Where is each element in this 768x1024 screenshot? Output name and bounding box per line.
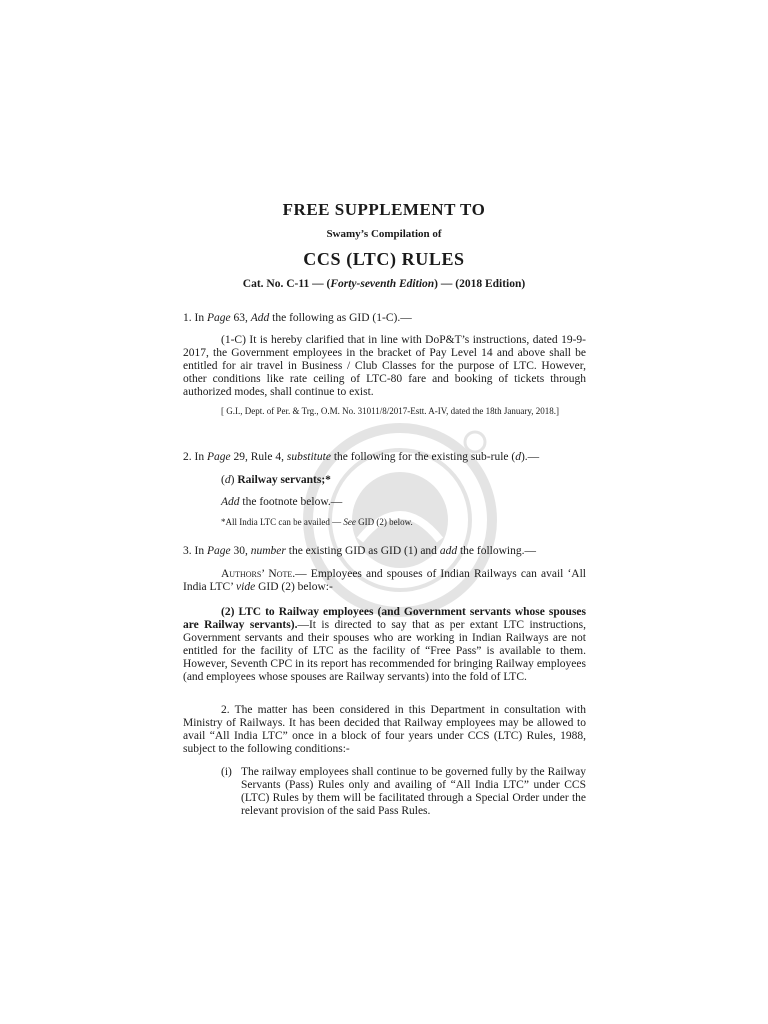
- catalog-line: Cat. No. C-11 — (Forty-seventh Edition) — (2018 Edition): [242, 278, 526, 290]
- supplement-title: FREE SUPPLEMENT TO: [282, 200, 486, 219]
- rules-title: CCS (LTC) RULES: [303, 249, 465, 269]
- item-2-heading: 2. In Page 29, Rule 4, substitute the following for the existing sub-rule (d).—: [183, 451, 540, 463]
- gid-1c-citation: [ G.I., Dept. of Per. & Trg., O.M. No. 31011/8/2017-Estt. A-IV, dated the 18th January, 2018.]: [221, 406, 559, 416]
- footnote-text: *All India LTC can be availed — See GID (2) below.: [221, 517, 413, 527]
- gid-2-paragraph: (2) LTC to Railway employees (and Government servants whose spouses are Railway servants).—It is directed to say that as per extant LTC instructions, Government servants and their spouses who are working in Indian Railways are not entitled for the facility of LTC as the facility of “Free Pass” is available to them. However, Seventh CPC in its report has recommended for bringing Railway employees (and employees whose spouses are Railway servants) into the fold of LTC.: [183, 606, 587, 683]
- condition-number: (i): [221, 766, 232, 778]
- authors-note: Authors’ Note.— Employees and spouses of Indian Railways can avail ‘All India LTC’ vide GID (2) below:-: [183, 568, 586, 593]
- compilation-subtitle: Swamy’s Compilation of: [326, 228, 442, 240]
- gid-1c-paragraph: (1-C) It is hereby clarified that in line with DoP&T’s instructions, dated 19-9-2017, the Government employees in the bracket of Pay Level 14 and above shall be entitled for air travel in Business / Club Classes for the purpose of LTC. However, other conditions like rate ceiling of LTC-80 fare and booking of tickets through authorized modes, shall continue to exist.: [183, 334, 586, 398]
- condition-i-text: The railway employees shall continue to be governed fully by the Railway Servants (Pass) Rules only and availing of “All India LTC” under CCS (LTC) Rules by them will be facilitated through a Special Order under the relevant provision of the said Pass Rules.: [241, 766, 586, 817]
- gid-2-para-2: 2. The matter has been considered in this Department in consultation with Ministry of Railways. It has been decided that Railway employees may be allowed to avail “All India LTC” once in a block of four years under CCS (LTC) Rules, 1988, subject to the following conditions:-: [183, 704, 586, 755]
- add-footnote-line: Add the footnote below.—: [221, 496, 343, 508]
- sub-rule-d: (d) Railway servants;*: [221, 474, 331, 486]
- item-1-heading: 1. In Page 63, Add the following as GID (1-C).—: [183, 312, 412, 324]
- item-3-heading: 3. In Page 30, number the existing GID as GID (1) and add the following.—: [183, 545, 536, 557]
